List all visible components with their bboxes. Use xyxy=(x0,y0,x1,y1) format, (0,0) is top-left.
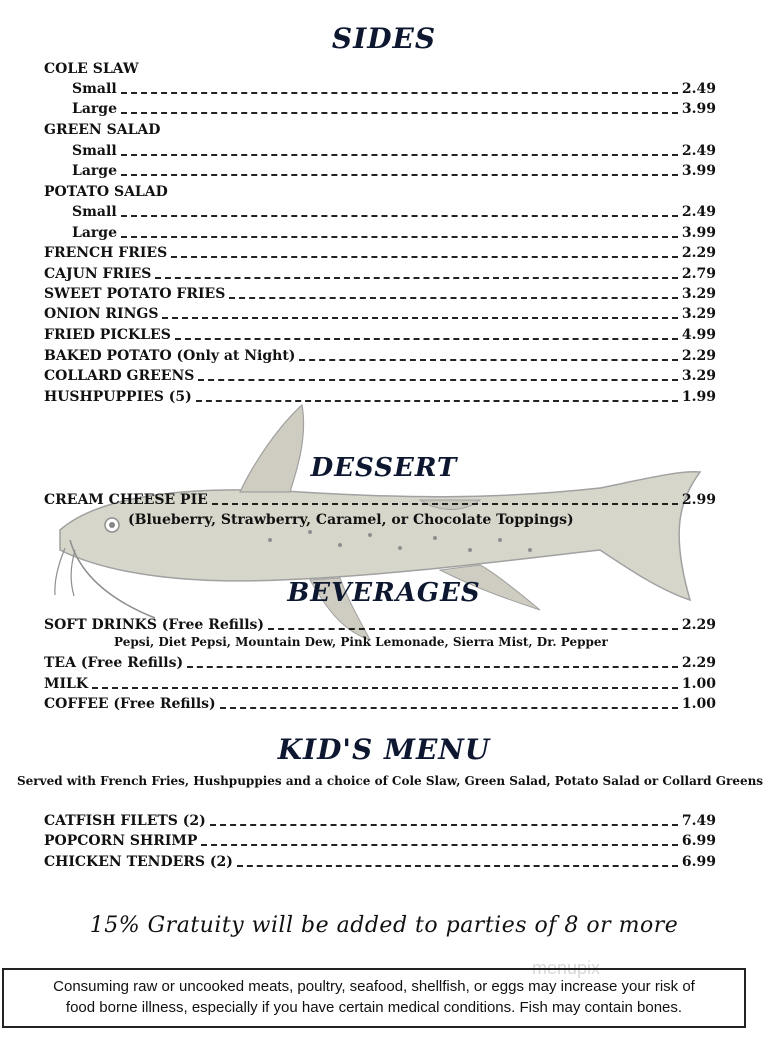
item-size: Large xyxy=(72,225,117,241)
menu-item xyxy=(44,693,716,713)
menu-item xyxy=(44,283,716,303)
leader-line xyxy=(175,328,678,340)
menu-item xyxy=(44,242,716,262)
menu-item xyxy=(44,652,716,672)
kids-menu-heading: KID'S MENU xyxy=(277,733,491,766)
leader-line xyxy=(187,656,678,668)
menu-item xyxy=(44,345,716,365)
leader-line xyxy=(121,226,678,238)
item-price: 3.99 xyxy=(681,101,716,117)
item-price: 6.99 xyxy=(681,833,716,849)
disclaimer-line-1: Consuming raw or uncooked meats, poultry, seafood, shellfish, or eggs may increase your risk of xyxy=(53,978,695,995)
menu-item xyxy=(44,810,716,830)
menu-item xyxy=(44,263,716,283)
soft-drinks-note: Pepsi, Diet Pepsi, Mountain Dew, Pink Lemonade, Sierra Mist, Dr. Pepper xyxy=(114,635,608,649)
item-name: MILK xyxy=(44,676,89,692)
item-price: 4.99 xyxy=(681,327,716,343)
item-name: CHICKEN TENDERS (2) xyxy=(44,854,233,870)
item-size: Small xyxy=(72,204,117,220)
menu-item xyxy=(44,851,716,871)
menu-item-potato-salad-small xyxy=(72,201,716,221)
kids-menu-note: Served with French Fries, Hushpuppies and a choice of Cole Slaw, Green Salad, Potato Salad or Collard Greens xyxy=(17,774,764,788)
menu-item-cole-slaw-large xyxy=(72,98,716,118)
item-name: CATFISH FILETS (2) xyxy=(44,813,206,829)
item-name: GREEN SALAD xyxy=(44,122,161,138)
dessert-note: (Blueberry, Strawberry, Caramel, or Chocolate Toppings) xyxy=(128,512,574,528)
menu-item xyxy=(44,830,716,850)
menu-item xyxy=(44,673,716,693)
leader-line xyxy=(229,287,678,299)
item-price: 2.29 xyxy=(681,245,716,261)
item-price: 2.49 xyxy=(681,81,716,97)
leader-line xyxy=(121,82,678,94)
item-name: POTATO SALAD xyxy=(44,184,168,200)
menu-item-green-salad-large xyxy=(72,160,716,180)
menu-item-cole-slaw-small xyxy=(72,78,716,98)
item-price: 3.29 xyxy=(681,368,716,384)
leader-line xyxy=(198,369,678,381)
item-name: TEA (Free Refills) xyxy=(44,655,184,671)
menu-item xyxy=(44,324,716,344)
leader-line xyxy=(220,697,678,709)
item-name: COLE SLAW xyxy=(44,61,139,77)
leader-line xyxy=(268,618,678,630)
item-price: 1.00 xyxy=(681,676,716,692)
item-price: 3.29 xyxy=(681,306,716,322)
item-name: COFFEE (Free Refills) xyxy=(44,696,216,712)
leader-line xyxy=(121,164,678,176)
item-price: 2.49 xyxy=(681,143,716,159)
item-price: 3.99 xyxy=(681,225,716,241)
item-name: HUSHPUPPIES (5) xyxy=(44,389,192,405)
gratuity-note: 15% Gratuity will be added to parties of 8 or more xyxy=(89,913,679,938)
item-price: 7.49 xyxy=(681,813,716,829)
item-name: SWEET POTATO FRIES xyxy=(44,286,226,302)
item-price: 6.99 xyxy=(681,854,716,870)
item-name: CAJUN FRIES xyxy=(44,266,152,282)
menu-item-potato-salad-large xyxy=(72,222,716,242)
leader-line xyxy=(162,307,677,319)
menu-item-soft-drinks xyxy=(44,614,716,634)
leader-line xyxy=(121,102,678,114)
item-price: 3.99 xyxy=(681,163,716,179)
menu-item-green-salad-small xyxy=(72,140,716,160)
dessert-heading: DESSERT xyxy=(310,453,458,483)
item-name: SOFT DRINKS (Free Refills) xyxy=(44,617,265,633)
item-name: FRENCH FRIES xyxy=(44,245,168,261)
item-size: Small xyxy=(72,143,117,159)
item-price: 2.29 xyxy=(681,655,716,671)
leader-line xyxy=(237,855,678,867)
item-price: 2.29 xyxy=(681,617,716,633)
leader-line xyxy=(210,814,678,826)
leader-line xyxy=(155,267,677,279)
item-price: 2.49 xyxy=(681,204,716,220)
item-name: BAKED POTATO (Only at Night) xyxy=(44,348,296,364)
item-price: 2.79 xyxy=(681,266,716,282)
menu-item-cole-slaw xyxy=(44,58,716,78)
item-name: ONION RINGS xyxy=(44,306,159,322)
item-size: Large xyxy=(72,163,117,179)
leader-line xyxy=(212,493,678,505)
item-name: CREAM CHEESE PIE xyxy=(44,492,208,508)
menu-item-potato-salad xyxy=(44,181,716,201)
item-size: Small xyxy=(72,81,117,97)
item-price: 1.00 xyxy=(681,696,716,712)
watermark: menupix xyxy=(532,958,601,978)
menu-item-cream-cheese-pie xyxy=(44,489,716,509)
item-price: 3.29 xyxy=(681,286,716,302)
menu-item xyxy=(44,386,716,406)
menu-item xyxy=(44,365,716,385)
beverages-heading: BEVERAGES xyxy=(287,578,481,608)
menu-item xyxy=(44,303,716,323)
leader-line xyxy=(121,144,678,156)
item-price: 2.99 xyxy=(681,492,716,508)
item-price: 2.29 xyxy=(681,348,716,364)
disclaimer-line-2: food borne illness, especially if you have certain medical conditions. Fish may contain bones. xyxy=(65,999,683,1016)
leader-line xyxy=(196,390,678,402)
leader-line xyxy=(121,205,678,217)
leader-line xyxy=(92,677,678,689)
item-price: 1.99 xyxy=(681,389,716,405)
item-name: COLLARD GREENS xyxy=(44,368,195,384)
leader-line xyxy=(299,349,677,361)
leader-line xyxy=(171,246,678,258)
menu-item-green-salad xyxy=(44,119,716,139)
leader-line xyxy=(201,834,677,846)
sides-heading: SIDES xyxy=(331,22,437,55)
item-size: Large xyxy=(72,101,117,117)
item-name: POPCORN SHRIMP xyxy=(44,833,198,849)
item-name: FRIED PICKLES xyxy=(44,327,171,343)
food-safety-disclaimer xyxy=(2,968,746,1028)
